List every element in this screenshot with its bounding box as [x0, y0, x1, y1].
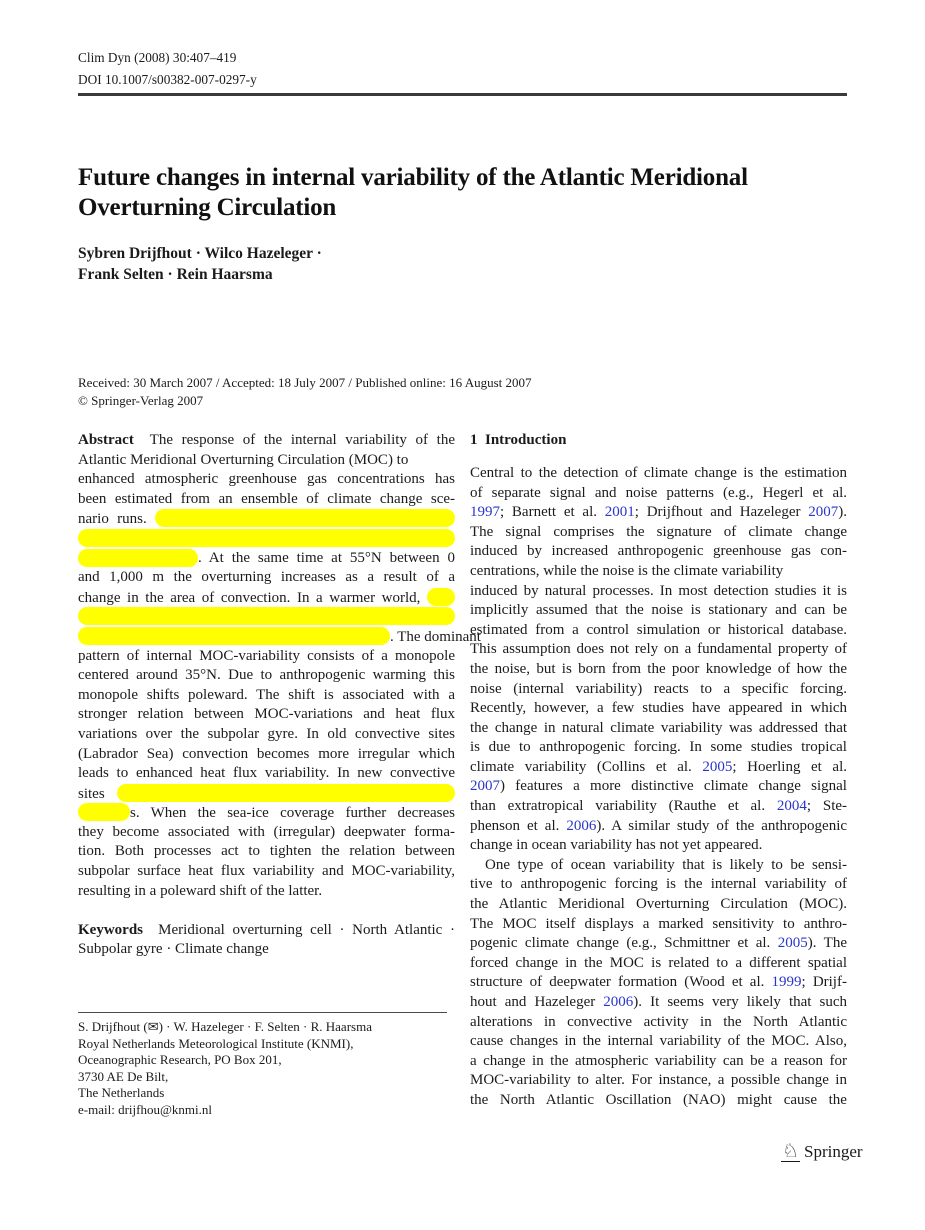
citation-link[interactable]: 2001	[604, 504, 635, 521]
text-line	[78, 1102, 455, 1119]
text-line	[470, 895, 847, 915]
text-span: Meridional overturning cell · North Atlantic ·	[143, 921, 456, 938]
text-span: 3730 AE De Bilt,	[78, 1068, 169, 1084]
text-line	[470, 699, 847, 719]
text-line	[78, 509, 455, 529]
text-line	[78, 451, 455, 471]
redaction-highlight	[78, 529, 455, 547]
text-span: ; Drijf-	[801, 974, 847, 991]
text-line	[470, 582, 847, 602]
text-span: e-mail: drijfhou@knmi.nl	[78, 1101, 213, 1117]
text-line	[78, 1036, 455, 1053]
paper-title-line: Future changes in internal variability of the Atlantic Meridional	[78, 164, 748, 191]
text-span: ) features a more distinctive climate change signal	[500, 778, 847, 795]
text-span: forced change in the MOC is related to a different spatial	[470, 954, 847, 971]
text-line	[470, 621, 847, 641]
redaction-highlight	[78, 549, 198, 567]
author-line: Frank Selten · Rein Haarsma	[78, 265, 273, 283]
text-line	[470, 451, 847, 464]
text-span: of separate signal and noise patterns (e.g., Hegerl et al.	[470, 484, 848, 501]
text-span: variations over the subpolar gyre. In old convective sites	[78, 725, 456, 742]
text-line	[470, 562, 847, 582]
text-span: leads to enhanced heat flux variability. In new convective	[78, 765, 455, 782]
text-span: estimated from a control simulation or historical database.	[470, 621, 847, 638]
journal-header	[78, 47, 257, 90]
text-line	[470, 484, 847, 504]
text-span: stronger relation between MOC-variations and heat flux	[78, 706, 456, 723]
journal-ref: Clim Dyn (2008) 30:407–419	[78, 50, 237, 65]
redaction-highlight	[427, 588, 455, 606]
text-span: change in ocean variability has not yet appeared.	[470, 837, 763, 854]
text-span: a change in the atmospheric variability can be a reason for	[470, 1052, 847, 1069]
text-line	[78, 470, 455, 490]
text-span: climate variability (Collins et al.	[470, 758, 703, 775]
text-span: centered around 35°N. Due to anthropogenic warming this	[78, 667, 456, 684]
text-span: enhanced atmospheric greenhouse gas concentrations has	[78, 471, 456, 488]
text-span: noise (internal variability) reacts to a specific forcing.	[470, 680, 847, 697]
text-span: ). The	[807, 935, 847, 952]
paper-title	[78, 163, 748, 222]
text-span: The signal comprises the signature of climate change	[470, 523, 848, 540]
text-span: ; Ste-	[806, 798, 848, 815]
text-line	[78, 882, 455, 902]
text-span: pattern of internal MOC-variability consists of a monopole	[78, 647, 455, 664]
text-line	[78, 803, 455, 823]
citation-link[interactable]: 2007	[808, 504, 839, 521]
text-line	[78, 627, 481, 647]
text-span: implicitly assumed that the noise is stationary and can be	[470, 602, 848, 619]
text-span: This assumption does not rely on a fundamental property of	[470, 641, 847, 658]
text-span: subpolar surface heat flux variability and MOC-variability,	[78, 863, 455, 880]
copyright-line: © Springer-Verlag 2007	[78, 392, 204, 408]
article-dates	[78, 374, 532, 410]
text-span: induced by increased anthropogenic greenhouse gas con-	[470, 543, 847, 560]
text-line	[470, 523, 847, 543]
text-span: alterations in convective activity in the North Atlantic	[470, 1013, 848, 1030]
text-span: the North Atlantic Oscillation (NAO) might cause the	[470, 1091, 847, 1108]
text-span: ).	[838, 504, 847, 521]
text-span: Recently, however, a few studies have appeared in which	[470, 700, 848, 717]
text-line	[78, 1019, 455, 1036]
section-heading	[470, 431, 847, 451]
text-line	[78, 823, 455, 843]
redaction-highlight	[78, 803, 130, 821]
correspondence-block	[78, 1019, 455, 1118]
springer-label: Springer	[804, 1142, 863, 1161]
abstract-column	[78, 431, 481, 960]
springer-logo	[781, 1142, 863, 1162]
text-line	[470, 503, 847, 523]
text-line	[470, 601, 847, 621]
redaction-highlight	[117, 784, 455, 802]
text-span: The Netherlands	[78, 1085, 165, 1100]
text-line	[78, 431, 455, 451]
text-line	[470, 640, 847, 660]
text-line	[78, 1052, 455, 1069]
text-line	[470, 758, 847, 778]
text-line	[470, 817, 847, 837]
text-span: Keywords	[78, 921, 143, 938]
text-span: structure of deepwater formation (Wood et al.	[470, 974, 772, 991]
citation-link[interactable]: 1997	[470, 504, 500, 521]
text-line	[78, 686, 455, 706]
text-line	[78, 725, 455, 745]
text-line	[470, 680, 847, 700]
header-rule	[78, 93, 847, 96]
received-line: Received: 30 March 2007 / Accepted: 18 July 2007 / Published online: 16 August 2007	[78, 375, 532, 390]
text-span: monopole shifts poleward. The shift is associated with a	[78, 686, 455, 703]
text-line	[470, 915, 847, 935]
text-span: Oceanographic Research, PO Box 201,	[78, 1052, 282, 1067]
author-line: Sybren Drijfhout · Wilco Hazeleger ·	[78, 245, 322, 262]
springer-horse-icon: ♘	[782, 1141, 800, 1162]
citation-link[interactable]: 2005	[777, 935, 808, 952]
introduction-column	[470, 431, 847, 1111]
text-line	[78, 705, 455, 725]
text-span: the noise, but is born from the poor knowledge of how the	[470, 660, 848, 677]
redaction-highlight	[155, 509, 455, 527]
citation-link[interactable]: 2006	[603, 994, 634, 1011]
redaction-highlight	[78, 607, 455, 625]
text-line	[470, 993, 847, 1013]
text-line	[470, 797, 847, 817]
text-line	[78, 745, 455, 765]
paper-title-line: Overturning Circulation	[78, 193, 337, 221]
text-line	[78, 1069, 455, 1086]
text-span: ; Hoerling et al.	[732, 758, 847, 775]
text-line	[470, 464, 847, 484]
text-span: centrations, while the noise is the climate variability	[470, 562, 784, 579]
text-line	[78, 529, 455, 549]
citation-link[interactable]: 1999	[771, 974, 802, 991]
text-line	[78, 1085, 455, 1102]
text-span: (Labrador Sea) convection becomes more irregular which	[78, 745, 455, 762]
text-line	[78, 568, 455, 588]
citation-link[interactable]: 2006	[566, 817, 597, 834]
text-line	[78, 862, 455, 882]
text-line	[470, 1052, 847, 1072]
text-span: induced by natural processes. In most detection studies it is	[470, 582, 847, 599]
text-line	[470, 660, 847, 680]
text-line	[470, 836, 847, 856]
text-span: been estimated from an ensemble of climate change sce-	[78, 490, 456, 507]
text-span: ; Barnett et al.	[500, 504, 605, 521]
text-line	[470, 719, 847, 739]
text-span: sites	[78, 785, 117, 802]
text-line	[470, 1071, 847, 1091]
text-line	[78, 490, 455, 510]
text-span: pogenic climate change (e.g., Schmittner et al.	[470, 935, 778, 952]
redaction-highlight	[78, 627, 390, 645]
text-line	[78, 666, 455, 686]
text-line	[470, 738, 847, 758]
text-span: . At the same time at 55°N between 0	[198, 550, 455, 567]
text-span: One type of ocean variability that is likely to be sensi-	[470, 856, 848, 873]
text-span: hout and Hazeleger	[470, 994, 604, 1011]
text-line	[470, 1032, 847, 1052]
text-span: Royal Netherlands Meteorological Institute (KNMI),	[78, 1035, 354, 1051]
text-span: 1 Introduction	[470, 432, 567, 448]
text-line	[470, 542, 847, 562]
text-line	[78, 921, 455, 941]
text-span: ; Drijfhout and Hazeleger	[634, 504, 809, 521]
text-span: they become associated with (irregular) deepwater forma-	[78, 823, 455, 840]
author-list	[78, 244, 322, 285]
text-line	[78, 901, 455, 921]
text-span: nario runs.	[78, 511, 156, 528]
text-span: phenson et al.	[470, 817, 567, 834]
text-line	[78, 764, 455, 784]
text-span: is due to anthropogenic forcing. In some studies tropical	[470, 739, 847, 756]
text-span: S. Drijfhout (✉) · W. Hazeleger · F. Selten · R. Haarsma	[78, 1019, 372, 1034]
text-line	[78, 647, 455, 667]
text-span: ). A similar study of the anthropogenic	[596, 817, 848, 834]
text-span: The MOC itself displays a marked sensitivity to anthro-	[470, 915, 848, 932]
text-line	[78, 549, 455, 569]
text-span: MOC-variability to alter. For instance, a possible change in	[470, 1072, 847, 1089]
doi: DOI 10.1007/s00382-007-0297-y	[78, 71, 257, 87]
text-span: Atlantic Meridional Overturning Circulation (MOC) to	[78, 451, 409, 468]
text-span: Abstract	[78, 432, 134, 448]
text-span: The response of the internal variability of the	[133, 432, 456, 448]
text-line	[470, 973, 847, 993]
citation-link[interactable]: 2004	[776, 798, 807, 815]
text-line	[470, 1091, 847, 1111]
text-span: Subpolar gyre · Climate change	[78, 941, 269, 958]
text-span: the Atlantic Meridional Overturning Circulation (MOC).	[470, 896, 847, 913]
text-span: the change in natural climate variability was addressed that	[470, 719, 848, 736]
text-line	[78, 940, 455, 960]
text-span: s. When the sea-ice coverage further decreases	[130, 805, 455, 822]
footnote-rule	[78, 1012, 447, 1013]
citation-link[interactable]: 2007	[470, 778, 500, 795]
text-line	[78, 784, 455, 804]
text-span: than extratropical variability (Rauthe et al.	[470, 798, 777, 815]
text-line	[470, 875, 847, 895]
text-line	[78, 588, 455, 608]
text-line	[470, 954, 847, 974]
text-line	[470, 777, 847, 797]
citation-link[interactable]: 2005	[702, 758, 733, 775]
text-span: and 1,000 m the overturning increases as a result of a	[78, 569, 455, 586]
text-line	[470, 934, 847, 954]
text-line	[78, 842, 455, 862]
text-line	[470, 856, 847, 876]
text-span: change in the area of convection. In a warmer world,	[78, 589, 427, 606]
text-span: Central to the detection of climate change is the estimation	[470, 464, 848, 481]
text-span: tive to anthropogenic forcing is the internal variability of	[470, 876, 848, 893]
text-span: resulting in a poleward shift of the latter.	[78, 882, 323, 899]
text-span: cause changes in the internal variability of the MOC. Also,	[470, 1033, 847, 1050]
text-span: tion. Both processes act to tighten the relation between	[78, 843, 455, 860]
text-span: ). It seems very likely that such	[633, 994, 848, 1011]
text-line	[470, 1013, 847, 1033]
text-span: . The dominant	[390, 628, 481, 645]
text-line	[78, 607, 455, 627]
